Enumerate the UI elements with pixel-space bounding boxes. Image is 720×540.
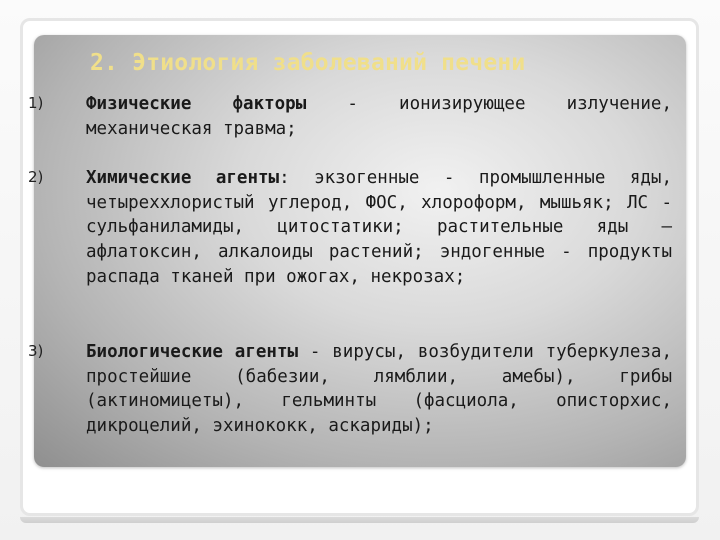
item-number: 1) [28, 94, 44, 112]
item-label: Биологические агенты [86, 342, 299, 362]
item-label: Химические агенты [86, 168, 280, 188]
list-item [28, 340, 676, 445]
item-description: : экзогенные - промышленные яды, четыреххлористый углерод, ФОС, хлороформ, мышьяк; ЛС - сульфаниламиды, цитостатики; растительные яды — афлатоксин, алкалоиды растений; эндогенные - продукты распада тканей при ожогах, некрозах; [86, 168, 672, 287]
item-number: 2) [28, 168, 44, 186]
item-text [86, 92, 672, 141]
item-text [86, 340, 672, 439]
item-label: Физические факторы [86, 94, 307, 114]
item-description: - ионизирующее излучение, механическая травма; [86, 94, 672, 139]
list-item [28, 92, 676, 152]
item-description: - вирусы, возбудители туберкулеза, простейшие (бабезии, лямблии, амебы), грибы (актиномицеты), гельминты (фасциола, описторхис, дикроцелий, эхинококк, аскариды); [86, 342, 672, 437]
item-number: 3) [28, 342, 44, 360]
list-item [28, 166, 676, 316]
page-title: 2. Этиология заболеваний печени [90, 50, 526, 76]
item-text [86, 166, 672, 290]
